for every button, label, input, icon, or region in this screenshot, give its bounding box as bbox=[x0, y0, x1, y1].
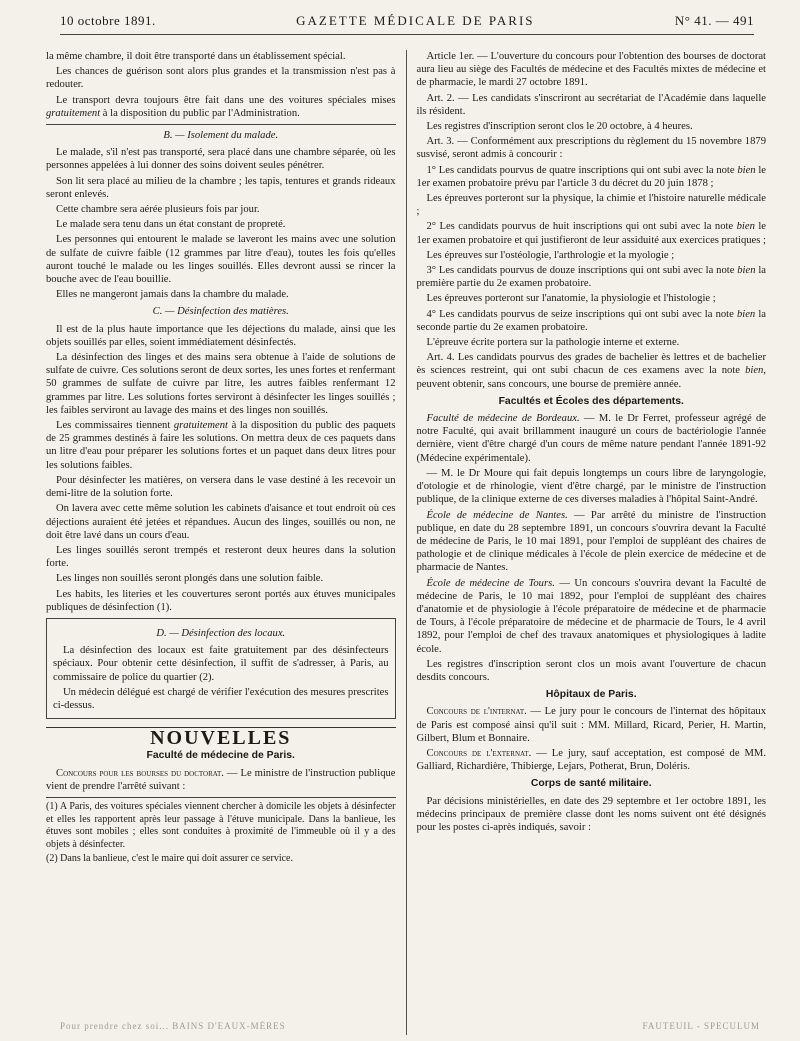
paragraph: Elles ne mangeront jamais dans la chambre du malade. bbox=[56, 289, 289, 301]
paragraph: Les linges souillés seront trempés et resteront deux heures dans la solution forte. bbox=[46, 544, 396, 570]
news-title: NOUVELLES bbox=[46, 727, 396, 745]
paragraph: Le malade sera tenu dans un état constant de propreté. bbox=[56, 219, 286, 231]
paragraph: Les registres d'inscription seront clos un mois avant l'ouverture de chacun desdits concours. bbox=[416, 658, 766, 683]
paragraph: Il est de la plus haute importance que les déjections du malade, ainsi que les objets souillés par elles, soient immédiatement désinfectés. bbox=[46, 323, 396, 348]
paragraph: Les linges non souillés seront plongés dans une solution faible. bbox=[56, 573, 324, 585]
subsection-heading: Facultés et Écoles des départements. bbox=[498, 395, 684, 407]
right-column bbox=[406, 50, 767, 1035]
section-heading: B. — Isolement du malade. bbox=[163, 130, 279, 142]
paragraph: Les habits, les literies et les couvertures seront portés aux étuves municipales publiques de désinfection (1). bbox=[46, 588, 396, 613]
issue-date: 10 octobre 1891. bbox=[60, 13, 156, 28]
running-header bbox=[60, 8, 754, 35]
bleed-left: Pour prendre chez soi... BAINS D'EAUX-MÈRES bbox=[60, 1021, 286, 1031]
paragraph: Un médecin délégué est chargé de vérifier l'exécution des mesures prescrites ci-dessus. bbox=[53, 686, 389, 711]
paragraph: Les chances de guérison sont alors plus grandes et la transmission n'est pas à redouter. bbox=[46, 66, 396, 91]
paragraph: Art. 3. — Conformément aux prescriptions du règlement du 15 novembre 1879 susvisé, seront admis à concourir : bbox=[416, 136, 766, 161]
paragraph: Les personnes qui entourent le malade se laveront les mains avec une solution de sulfate de cuivre faible (12 grammes par litre d'eau), toutes les fois qu'elles auront touché le malade ou les linges souillés. Elles devront aussi se rincer la bouche avec de l'eau bouillie. bbox=[46, 234, 396, 286]
paragraph: L'épreuve écrite portera sur la pathologie interne et externe. bbox=[426, 337, 680, 349]
paragraph: 4° Les candidats pourvus de seize inscriptions qui ont subi avec la note bien la seconde partie du 2e examen probatoire. bbox=[416, 308, 766, 333]
section-rule bbox=[46, 124, 396, 125]
paragraph: La désinfection des linges et des mains sera obtenue à l'aide de solutions de sulfate de cuivre. Ces solutions seront de deux sortes, les unes fortes et renfermant 50 grammes de sulfate de cuivre par litre, les autres faibles renfermant 12 grammes par litre. Les solutions fortes serviront à désinfecter les linges souillés ; les faibles serviront au lavage des mains et des linges non souillés. bbox=[46, 352, 396, 416]
paragraph: École de médecine de Nantes. — Par arrêté du ministre de l'instruction publique, en date du 28 septembre 1891, un concours s'ouvrira devant la Faculté de médecine de Paris, le 10 mai 1891, pour l'emploi de suppléant des chaires de pathologie et de clinique médicales à l'école de plein exercice de médecine et de pharmacie de Nantes. bbox=[416, 509, 766, 574]
paragraph: 3° Les candidats pourvus de douze inscriptions qui ont subi avec la note bien la première partie du 2e examen probatoire. bbox=[416, 265, 766, 290]
bleed-right: FAUTEUIL - SPECULUM bbox=[642, 1021, 760, 1031]
paragraph: Pour désinfecter les matières, on versera dans le vase destiné à les recevoir un demi-litre de la solution forte. bbox=[46, 474, 396, 500]
paragraph: Art. 4. Les candidats pourvus des grades de bachelier ès lettres et de bachelier ès sciences restreint, qui ont subi chacun de ces examens avec la note bien, peuvent obtenir, sans concours, une bourse de première année. bbox=[416, 352, 766, 390]
section-heading: D. — Désinfection des locaux. bbox=[156, 627, 286, 639]
paragraph: Par décisions ministérielles, en date des 29 septembre et 1er octobre 1891, les médecins principaux de première classe dont les noms suivent ont été désignés pour les postes ci-après indiqués, savoir : bbox=[416, 795, 766, 833]
paragraph: Le malade, s'il n'est pas transporté, sera placé dans une chambre séparée, où les personnes appelées à lui donner des soins doivent seules pénétrer. bbox=[46, 147, 396, 172]
subsection-heading: Faculté de médecine de Paris. bbox=[146, 750, 295, 762]
paragraph: Les registres d'inscription seront clos le 20 octobre, à 4 heures. bbox=[426, 121, 693, 133]
paragraph: Concours de l'internat. — Le jury pour le concours de l'internat des hôpitaux de Paris est composé ainsi qu'il suit : MM. Millard, Ricard, Perier, H. Martin, Gilbert, Blum et Bonnaire. bbox=[416, 706, 766, 744]
paragraph: la même chambre, il doit être transporté dans un établissement spécial. bbox=[46, 51, 346, 62]
paragraph: Les commissaires tiennent gratuitement à la disposition du public des paquets de 25 grammes destinés à faire les solutions. On mettra deux de ces paquets dans un litre d'eau pour préparer les solutions fortes et un paquet dans deux litres pour les solutions faibles. bbox=[46, 420, 396, 471]
paragraph: La désinfection des locaux est faite gratuitement par des désinfecteurs spéciaux. Pour obtenir cette désinfection, il suffit de s'adresser, à Paris, au commissaire de police du quartier (2). bbox=[53, 645, 389, 683]
paragraph: — M. le Dr Moure qui fait depuis longtemps un cours libre de laryngologie, d'otologie et de rhinologie, vient d'être chargé, par le ministre de l'instruction publique, de la clinique externe de ces diverses maladies à l'hôpital Saint-André. bbox=[416, 467, 766, 506]
text-columns bbox=[46, 50, 766, 1035]
journal-title: GAZETTE MÉDICALE DE PARIS bbox=[296, 13, 535, 28]
paragraph: Les épreuves porteront sur la physique, la chimie et l'histoire naturelle médicale ; bbox=[416, 193, 766, 218]
paragraph: Concours pour les bourses du doctorat. — Le ministre de l'instruction publique vient de prendre l'arrêté suivant : bbox=[46, 767, 396, 792]
paragraph: Concours de l'externat. — Le jury, sauf acceptation, est composé de MM. Galliard, Richardière, Thibierge, Lejars, Potherat, Brun, Doléris. bbox=[416, 747, 766, 773]
bleed-through-text bbox=[60, 1015, 760, 1037]
paragraph: Les épreuves sur l'ostéologie, l'arthrologie et la myologie ; bbox=[426, 249, 675, 261]
paragraph: Article 1er. — L'ouverture du concours pour l'obtention des bourses de doctorat aura lieu au siège des Facultés de médecine et des Facultés mixtes de médecine et de pharmacie, le mardi 27 octobre 1891. bbox=[416, 51, 766, 89]
footnote: (1) A Paris, des voitures spéciales viennent chercher à domicile les objets à désinfecter et elles les rapportent après leur passage à l'étuve municipale. Dans la banlieue, les étuves sont mobiles ; elles sont conduites à proximité de l'immeuble où il y a des objets à désinfecter. bbox=[46, 800, 396, 850]
footnotes bbox=[46, 797, 396, 866]
paragraph: 2° Les candidats pourvus de huit inscriptions qui ont subi avec la note bien le 1er examen probatoire et qui justifieront de leur assiduité aux exercices pratiques ; bbox=[416, 221, 766, 246]
paragraph: Le transport devra toujours être fait dans une des voitures spéciales mises gratuitement à la disposition du public par l'Administration. bbox=[46, 94, 396, 119]
paragraph: Son lit sera placé au milieu de la chambre ; les tapis, tentures et grands rideaux seront enlevés. bbox=[46, 175, 396, 200]
paragraph: Faculté de médecine de Bordeaux. — M. le Dr Ferret, professeur agrégé de notre Faculté, qui avait brillamment inauguré un cours de bactériologie l'année dernière, vient d'être chargé d'un cours de même nature pendant l'année 1891-92 (Médecine expérimentale). bbox=[416, 413, 766, 464]
issue-number: N° 41. — 491 bbox=[674, 13, 754, 28]
left-column bbox=[46, 50, 396, 1035]
paragraph: Cette chambre sera aérée plusieurs fois par jour. bbox=[56, 204, 260, 216]
paragraph: École de médecine de Tours. — Un concours s'ouvrira devant la Faculté de médecine de Paris, le 10 mai 1892, pour l'emploi de suppléant des chaires d'anatomie et de physiologie à l'école préparatoire de médecine et de pharmacie de Tours, à l'école préparatoire de médecine et de pharmacie de Tours, le 4 avril 1892, pour l'emploi de chef des travaux anatomiques et physiologiques à ladite école. bbox=[416, 577, 766, 655]
footnote: (2) Dans la banlieue, c'est le maire qui doit assurer ce service. bbox=[46, 853, 293, 865]
paragraph: Les épreuves porteront sur l'anatomie, la physiologie et l'histologie ; bbox=[426, 293, 716, 305]
paragraph: 1° Les candidats pourvus de quatre inscriptions qui ont subi avec la note bien le 1er examen probatoire prévu par l'article 3 du décret du 20 juin 1878 ; bbox=[416, 164, 766, 189]
paragraph: Art. 2. — Les candidats s'inscriront au secrétariat de l'Académie dans laquelle ils résident. bbox=[416, 92, 766, 117]
paragraph: On lavera avec cette même solution les cabinets d'aisance et tout endroit où ces déjections auraient été jetées et répandues. Aucun des linges, souillés ou non, ne doit être lavé dans un cours d'eau. bbox=[46, 503, 396, 541]
section-heading: C. — Désinfection des matières. bbox=[152, 306, 289, 318]
subsection-heading: Corps de santé militaire. bbox=[530, 778, 652, 790]
subsection-heading: Hôpitaux de Paris. bbox=[545, 689, 637, 701]
section-box bbox=[46, 618, 396, 719]
